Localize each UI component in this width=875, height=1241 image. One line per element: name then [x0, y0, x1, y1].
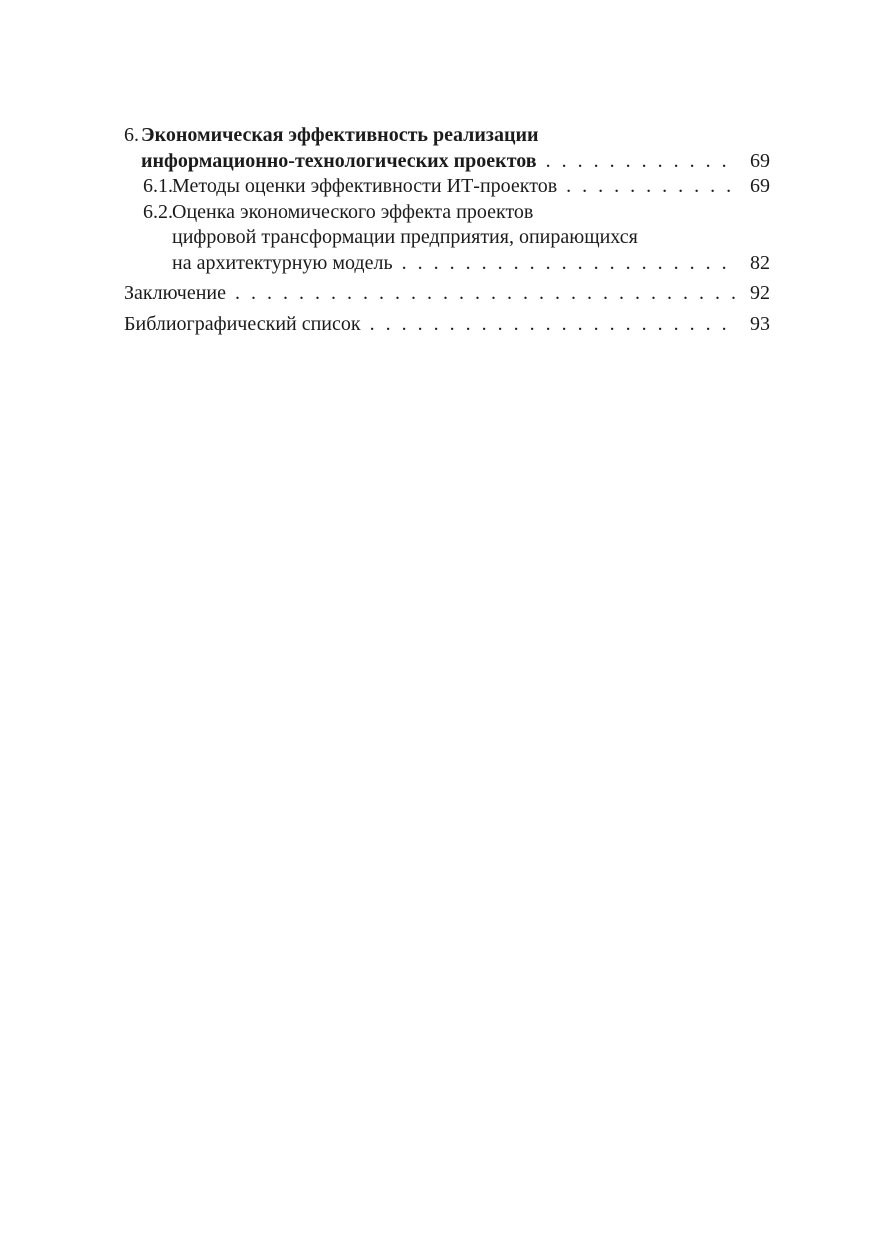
toc-entry-title: Экономическая эффективность реализации — [141, 124, 539, 146]
dot-leader — [235, 281, 738, 307]
toc-entry-line — [124, 123, 770, 149]
toc-entry-title: Библиографический список — [124, 312, 361, 335]
toc-entry-number: 6.1. — [143, 175, 173, 197]
toc-page-number: 82 — [750, 251, 770, 274]
toc-entry-line — [143, 225, 770, 251]
toc-entry-line — [124, 149, 770, 175]
toc-entry — [124, 123, 770, 174]
toc-entry — [124, 200, 770, 277]
toc-entry — [124, 312, 770, 338]
toc-entry-line — [124, 312, 770, 338]
toc-page-number: 69 — [750, 149, 770, 172]
table-of-contents — [124, 123, 770, 337]
toc-entry-line — [143, 200, 770, 226]
toc-entry-line — [143, 174, 770, 200]
dot-leader — [402, 251, 738, 277]
toc-entry-title-continuation: цифровой трансформации предприятия, опирающихся — [172, 226, 638, 248]
dot-leader — [546, 149, 738, 175]
toc-entry-title-continuation: на архитектурную модель — [172, 251, 393, 274]
toc-entry-title: Заключение — [124, 282, 226, 304]
toc-entry-line — [143, 251, 770, 277]
toc-page-number: 93 — [750, 312, 770, 335]
toc-entry — [124, 281, 770, 307]
toc-entry-line — [124, 281, 770, 307]
toc-page-number: 69 — [750, 175, 770, 197]
toc-entry-title: Оценка экономического эффекта проектов — [172, 200, 534, 223]
toc-entry-title: Методы оценки эффективности ИТ-проектов — [172, 175, 558, 197]
dot-leader — [370, 312, 738, 338]
toc-entry-number: 6. — [124, 124, 139, 146]
toc-page-number: 92 — [750, 282, 770, 304]
toc-entry — [124, 174, 770, 200]
dot-leader — [566, 174, 738, 200]
toc-entry-title-continuation: информационно-технологических проектов — [141, 149, 537, 172]
toc-entry-number: 6.2. — [143, 200, 173, 223]
